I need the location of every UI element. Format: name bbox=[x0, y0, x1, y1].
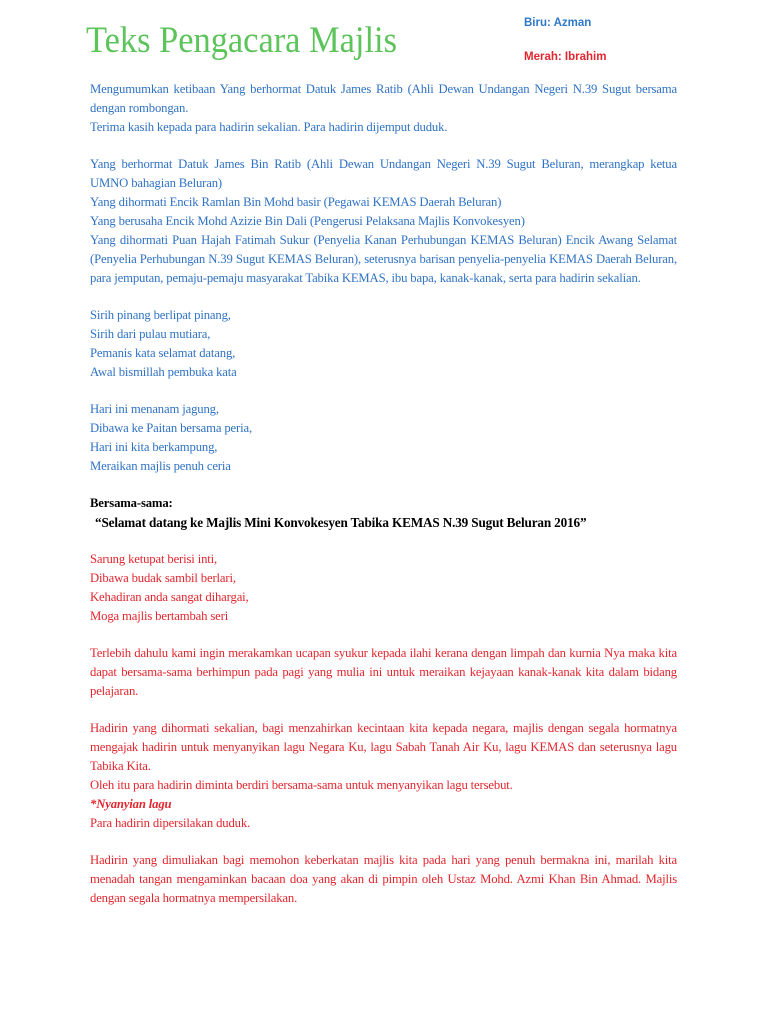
salutation-line: Yang dihormati Encik Ramlan Bin Mohd basir (Pegawai KEMAS Daerah Beluran) bbox=[90, 195, 502, 209]
singing-note: *Nyanyian lagu bbox=[90, 797, 172, 811]
pantun-line: Sirih dari pulau mutiara, bbox=[90, 327, 211, 341]
together-quote: “Selamat datang ke Majlis Mini Konvokesyen Tabika KEMAS N.39 Sugut Beluran 2016” bbox=[95, 515, 587, 530]
pantun-line: Hari ini kita berkampung, bbox=[90, 440, 218, 454]
legend-red-speaker: Merah: Ibrahim bbox=[524, 51, 607, 63]
pantun-line: Meraikan majlis penuh ceria bbox=[90, 459, 231, 473]
pantun-line: Moga majlis bertambah seri bbox=[90, 609, 229, 623]
salutation-line: Yang berhormat Datuk James Bin Ratib (Ahli Dewan Undangan Negeri N.39 Sugut Beluran, merangkap ketua UMNO bahagian Beluran) bbox=[90, 157, 677, 190]
stand-paragraph: Oleh itu para hadirin diminta berdiri bersama-sama untuk menyanyikan lagu tersebut. bbox=[90, 778, 513, 792]
gratitude-paragraph: Terlebih dahulu kami ingin merakamkan ucapan syukur kepada ilahi kerana dengan limpah dan kurnia Nya maka kita dapat bersama-sama berhimpun pada pagi yang mulia ini untuk meraikan kejayaan kanak-kanak kita dalam bidang pelajaran. bbox=[90, 646, 677, 698]
pantun-line: Kehadiran anda sangat dihargai, bbox=[90, 590, 249, 604]
pantun-line: Dibawa ke Paitan bersama peria, bbox=[90, 421, 252, 435]
welcome-sit-paragraph: Terima kasih kepada para hadirin sekalian. Para hadirin dijemput duduk. bbox=[90, 120, 448, 134]
document-body bbox=[90, 80, 677, 908]
pantun-line: Sarung ketupat berisi inti, bbox=[90, 552, 218, 566]
salutation-paragraph: Yang dihormati Puan Hajah Fatimah Sukur (Penyelia Kanan Perhubungan KEMAS Beluran) Encik Awang Selamat (Penyelia Perhubungan N.39 Sugut KEMAS Beluran), seterusnya barisan penyelia-penyelia KEMAS Daerah Beluran, para jemputan, pemaju-pemaju masyarakat Tabika KEMAS, ibu bapa, kanak-kanak, serta para hadirin sekalian. bbox=[90, 233, 677, 285]
together-label: Bersama-sama: bbox=[90, 496, 173, 510]
pantun-line: Dibawa budak sambil berlari, bbox=[90, 571, 236, 585]
anthem-paragraph: Hadirin yang dihormati sekalian, bagi menzahirkan kecintaan kita kepada negara, majlis dengan segala hormatnya mengajak hadirin untuk menyanyikan lagu Negara Ku, lagu Sabah Tanah Air Ku, lagu KEMAS dan seterusnya lagu Tabika Kita. bbox=[90, 721, 677, 773]
salutation-line: Yang berusaha Encik Mohd Azizie Bin Dali (Pengerusi Pelaksana Majlis Konvokesyen) bbox=[90, 214, 525, 228]
legend-blue-speaker: Biru: Azman bbox=[524, 17, 592, 29]
pantun-line: Pemanis kata selamat datang, bbox=[90, 346, 236, 360]
pantun-line: Awal bismillah pembuka kata bbox=[90, 365, 237, 379]
pantun-line: Sirih pinang berlipat pinang, bbox=[90, 308, 231, 322]
sit-paragraph: Para hadirin dipersilakan duduk. bbox=[90, 816, 251, 830]
prayer-paragraph: Hadirin yang dimuliakan bagi memohon keberkatan majlis kita pada hari yang penuh bermakna ini, marilah kita menadah tangan mengaminkan bacaan doa yang akan di pimpin oleh Ustaz Mohd. Azmi Khan Bin Ahmad. Majlis dengan segala hormatnya mempersilakan. bbox=[90, 853, 677, 905]
pantun-line: Hari ini menanam jagung, bbox=[90, 402, 219, 416]
announcement-paragraph: Mengumumkan ketibaan Yang berhormat Datuk James Ratib (Ahli Dewan Undangan Negeri N.39 Sugut bersama dengan rombongan. bbox=[90, 82, 677, 115]
document-title: Teks Pengacara Majlis bbox=[86, 20, 398, 61]
